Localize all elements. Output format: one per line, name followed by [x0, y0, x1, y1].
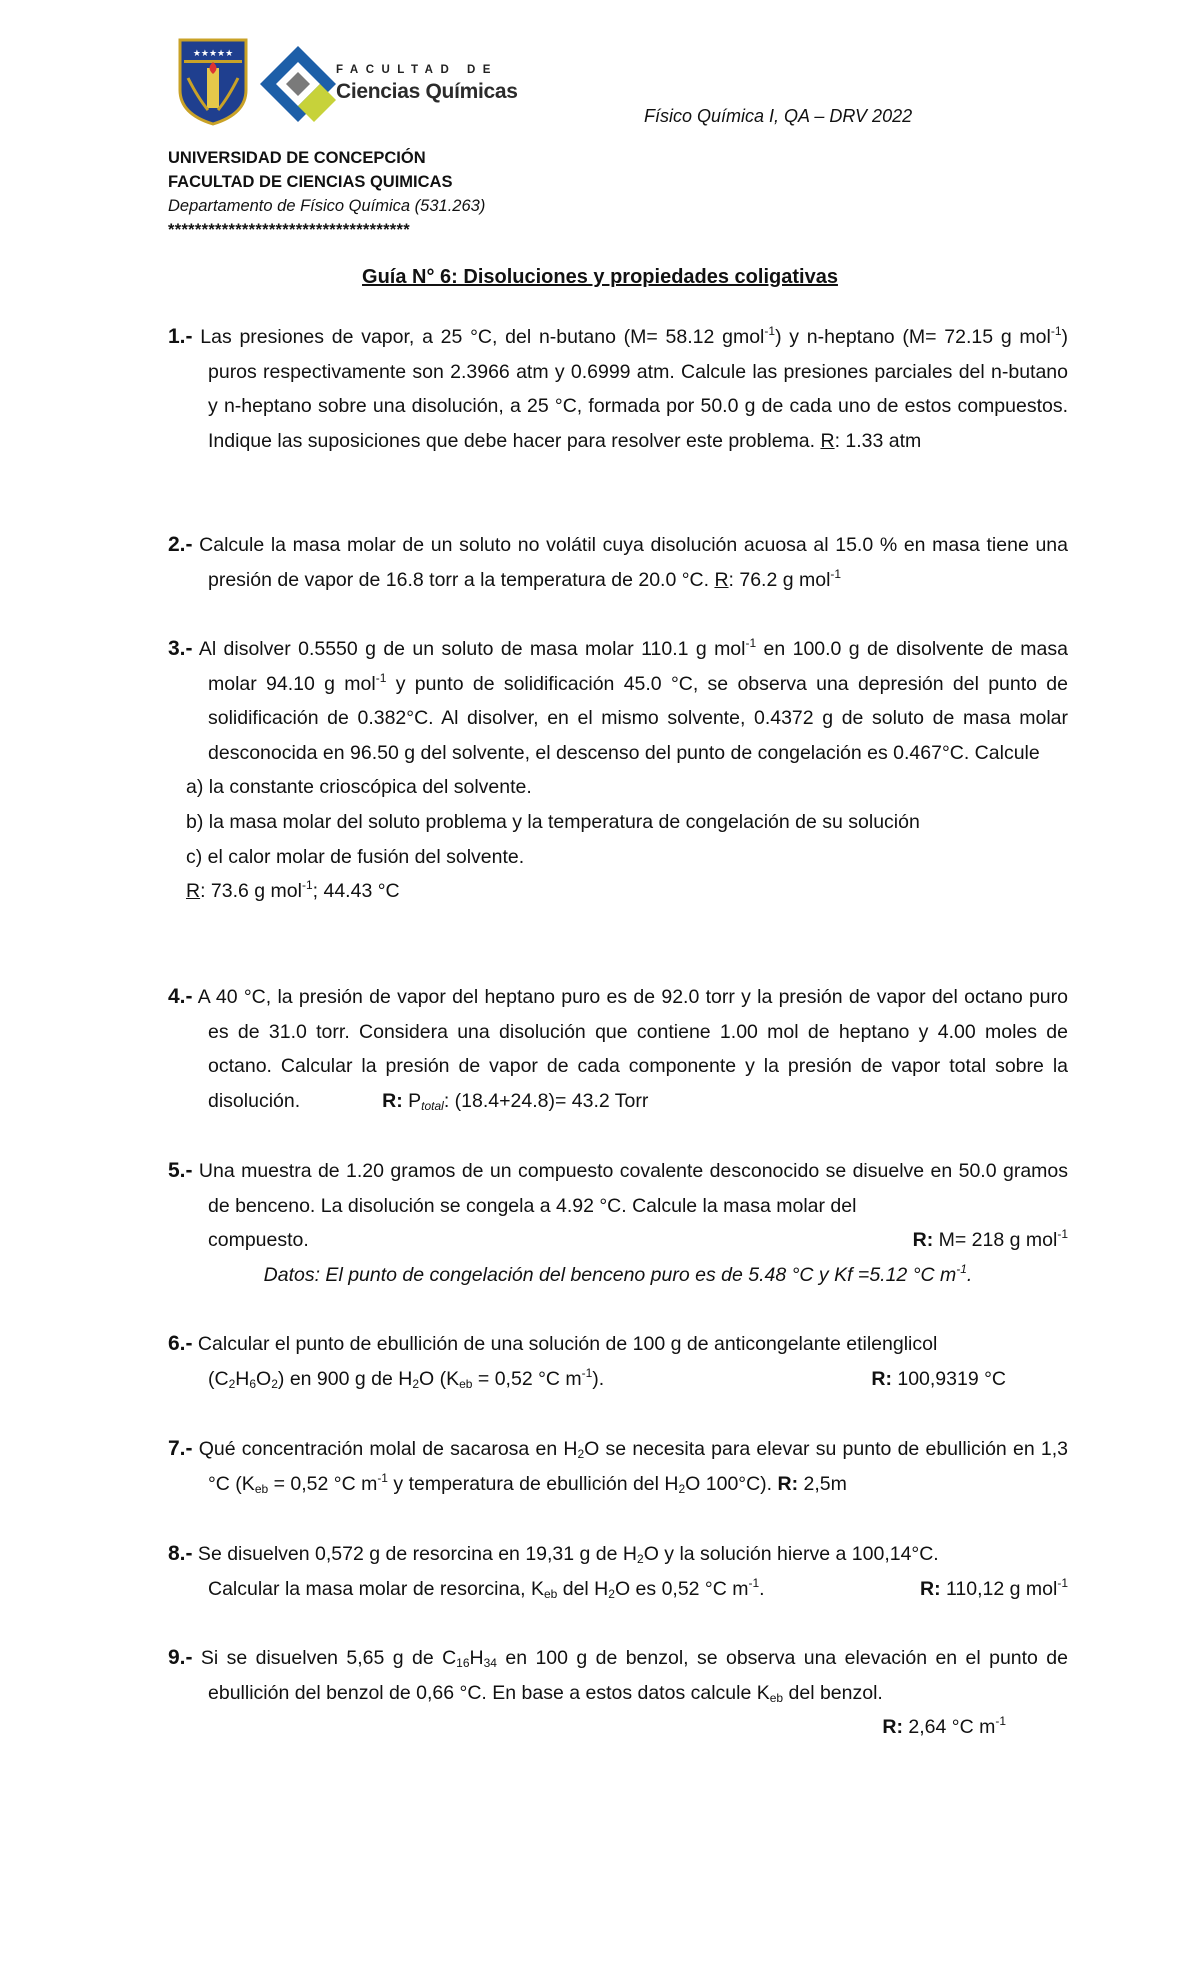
text-span: H: [235, 1367, 250, 1390]
answer-label: R:: [912, 1229, 934, 1252]
answer-value: 110,12 g mol: [940, 1577, 1058, 1600]
text-span: R: [186, 880, 201, 903]
text-span: -1: [1057, 1575, 1068, 1590]
text-span: ).: [592, 1367, 605, 1390]
university-shield-logo: [178, 38, 248, 126]
text-span: compuesto.: [208, 1229, 309, 1252]
text-span: -1: [375, 670, 387, 685]
text-span: eb: [459, 1376, 473, 1391]
text-span: 2: [412, 1376, 420, 1391]
problem-4: [168, 980, 1068, 1118]
text-span: ) y n-heptano (M= 72.15 g mol: [775, 326, 1051, 348]
text-span: 9.-: [168, 1646, 193, 1669]
answer-label: R: [714, 568, 729, 591]
text-span: = 0,52 °C m: [472, 1367, 582, 1390]
text-span: -1: [581, 1365, 593, 1380]
text-span: eb: [769, 1690, 784, 1705]
text-span: Calcular la masa molar de resorcina, K: [208, 1577, 544, 1600]
text-span: eb: [254, 1481, 269, 1496]
problem-3-part-b: b) la masa molar del soluto problema y la temperatura de congelación de su solución: [186, 810, 920, 833]
text-span: ) en 900 g de H: [277, 1367, 413, 1390]
text-span: 2: [637, 1552, 644, 1566]
text-span: Las presiones de vapor, a 25 °C, del n-butano (M= 58.12 gmol: [192, 326, 765, 348]
problem-9: [168, 1641, 1068, 1745]
answer-value: : 76.2 g mol: [728, 568, 831, 591]
text-span: O 100°C).: [685, 1472, 778, 1495]
text-span: -1: [748, 1575, 760, 1590]
text-span: 7.-: [168, 1437, 193, 1460]
text-span: A 40 °C, la presión de vapor del heptano puro es de 92.0 torr y la presión de vapor del octano puro es de 31.0 torr. Considera una disolución que contiene 1.00 mol de heptano y 4.00 moles de octano. Calcular la presión de vapor de cada componente y la presión de vapor total sobre la disolución.: [192, 986, 1068, 1112]
answer-value: 2,5m: [798, 1472, 847, 1495]
text-span: 2: [678, 1481, 686, 1496]
text-span: O y la solución hierve a 100,14°C.: [643, 1543, 939, 1565]
text-span: -1: [377, 1470, 388, 1485]
text-span: 5.-: [168, 1159, 193, 1182]
text-span: -1: [1057, 1227, 1068, 1242]
department-name: Departamento de Físico Química (531.263): [168, 197, 486, 215]
svg-text:★★★★★: ★★★★★: [192, 49, 234, 59]
text-span: total: [421, 1098, 444, 1113]
text-span: = 0,52 °C m: [268, 1472, 378, 1495]
institution-block: [168, 146, 485, 242]
problem-5-data: [168, 1258, 1068, 1293]
problem-7: [168, 1432, 1068, 1501]
text-span: -1: [764, 324, 776, 338]
university-name: UNIVERSIDAD DE CONCEPCIÓN: [168, 149, 426, 167]
problem-6: [168, 1327, 1068, 1396]
answer-label: R:: [777, 1472, 799, 1495]
answer-value: : 1.33 atm: [834, 429, 922, 452]
text-span: 2: [271, 1376, 278, 1391]
text-span: del H: [557, 1577, 609, 1600]
problem-9-answer: [168, 1710, 1068, 1745]
text-span: 1.-: [168, 325, 193, 348]
text-span: R:: [882, 1716, 903, 1739]
text-span: -1: [956, 1261, 967, 1276]
text-span: 3.-: [168, 637, 193, 660]
text-span: ; 44.43 °C: [312, 880, 400, 903]
text-span: O se necesita para elevar su punto de ebullición en 1,3 °C (K: [208, 1438, 1068, 1495]
text-span: Datos: El punto de congelación del benceno puro es de 5.48 °C y Kf =5.12 °C m: [263, 1263, 957, 1286]
answer-value: 100,9319 °C: [891, 1367, 1006, 1390]
text-span: Se disuelven 0,572 g de resorcina en 19,31 g de H: [192, 1543, 637, 1565]
text-span: O (K: [419, 1367, 460, 1390]
text-span: eb: [543, 1586, 558, 1601]
text-span: Al disolver 0.5550 g de un soluto de masa molar 110.1 g mol: [192, 638, 746, 660]
separator-line: ************************************: [168, 221, 410, 239]
text-span: : 73.6 g mol: [200, 880, 302, 903]
text-span: .: [759, 1577, 765, 1600]
text-span: -1: [995, 1714, 1006, 1729]
faculty-name: FACULTAD DE CIENCIAS QUIMICAS: [168, 173, 453, 191]
text-span: 34: [483, 1656, 497, 1670]
answer-label: R:: [382, 1089, 403, 1112]
text-span: 4.-: [168, 985, 193, 1008]
problem-3-part-a: a) la constante crioscópica del solvente.: [186, 776, 532, 799]
text-span: O: [256, 1367, 272, 1390]
answer-value: : (18.4+24.8)= 43.2 Torr: [443, 1089, 649, 1112]
text-span: Si se disuelven 5,65 g de C: [192, 1647, 457, 1669]
faculty-diamond-logo: [256, 42, 348, 126]
text-span: 6.-: [168, 1332, 193, 1355]
text-span: Calcular el punto de ebullición de una solución de 100 g de anticongelante etilenglicol: [192, 1333, 938, 1355]
text-span: 2: [608, 1586, 615, 1601]
text-span: y temperatura de ebullición del H: [387, 1472, 679, 1495]
text-span: 16: [456, 1656, 470, 1670]
text-span: Calcule la masa molar de un soluto no volátil cuya disolución acuosa al 15.0 % en masa tiene una presión de vapor de 16.8 torr a la temperatura de 20.0 °C.: [192, 534, 1068, 591]
answer-label: R:: [920, 1577, 941, 1600]
text-span: .: [966, 1263, 973, 1286]
text-span: H: [469, 1647, 484, 1669]
text-span: O es 0,52 °C m: [614, 1577, 749, 1600]
answer-label: R:: [871, 1367, 892, 1390]
text-span: -1: [1050, 324, 1062, 338]
text-span: en 100.0 g de disolvente de masa molar 94.10 g mol: [208, 638, 1068, 695]
text-span: en 100 g de benzol, se observa una elevación en el punto de ebullición del benzol de 0,66 °C. En base a estos datos calcule K: [208, 1647, 1068, 1704]
text-span: (C: [208, 1367, 229, 1390]
text-span: Qué concentración molal de sacarosa en H: [192, 1438, 578, 1460]
text-span: Una muestra de 1.20 gramos de un compuesto covalente desconocido se disuelve en 50.0 gramos de benceno. La disolución se congela a 4.92 °C. Calcule la masa molar del: [192, 1160, 1068, 1217]
problem-5: [168, 1154, 1068, 1292]
answer-label: R: [820, 429, 835, 452]
problem-3-answer: [168, 874, 1068, 909]
text-span: -1: [745, 636, 757, 650]
text-span: 2: [228, 1376, 236, 1391]
text-span: -1: [301, 878, 313, 893]
problem-3-part-c: c) el calor molar de fusión del solvente.: [186, 845, 525, 868]
faculty-logo-big-text: Ciencias Químicas: [336, 80, 518, 103]
problem-2: [168, 528, 1068, 597]
text-span: ) puros respectivamente son 2.3966 atm y 0.6999 atm. Calcule las presiones parciales del n-butano y n-heptano sobre una disolución, a 25 °C, formada por 50.0 g de cada uno de estos compuestos. Indique las suposiciones que debe hacer para resolver este problema.: [208, 326, 1069, 452]
course-code: Físico Química I, QA – DRV 2022: [644, 106, 913, 126]
text-span: y punto de solidificación 45.0 °C, se observa una depresión del punto de solidificación de 0.382°C. Al disolver, en el mismo solvente, 0.4372 g de soluto de masa molar desconocida en 96.50 g del solvente, el descenso del punto de congelación es 0.467°C. Calcule: [208, 672, 1069, 764]
faculty-logo-small-text: FACULTAD DE: [336, 64, 498, 76]
text-span: -1: [830, 566, 842, 581]
text-span: 8.-: [168, 1542, 193, 1565]
problem-8: [168, 1537, 1068, 1606]
text-span: 2: [577, 1447, 585, 1461]
problem-3: [168, 632, 1068, 909]
page-title: Guía N° 6: Disoluciones y propiedades coligativas: [362, 266, 838, 288]
text-span: del benzol.: [783, 1681, 883, 1704]
text-span: 2,64 °C m: [902, 1716, 996, 1739]
problem-1: [168, 320, 1068, 458]
text-span: 6: [249, 1376, 257, 1391]
text-span: 2.-: [168, 533, 193, 556]
text-span: P: [402, 1089, 422, 1112]
answer-value: M= 218 g mol: [933, 1229, 1058, 1252]
